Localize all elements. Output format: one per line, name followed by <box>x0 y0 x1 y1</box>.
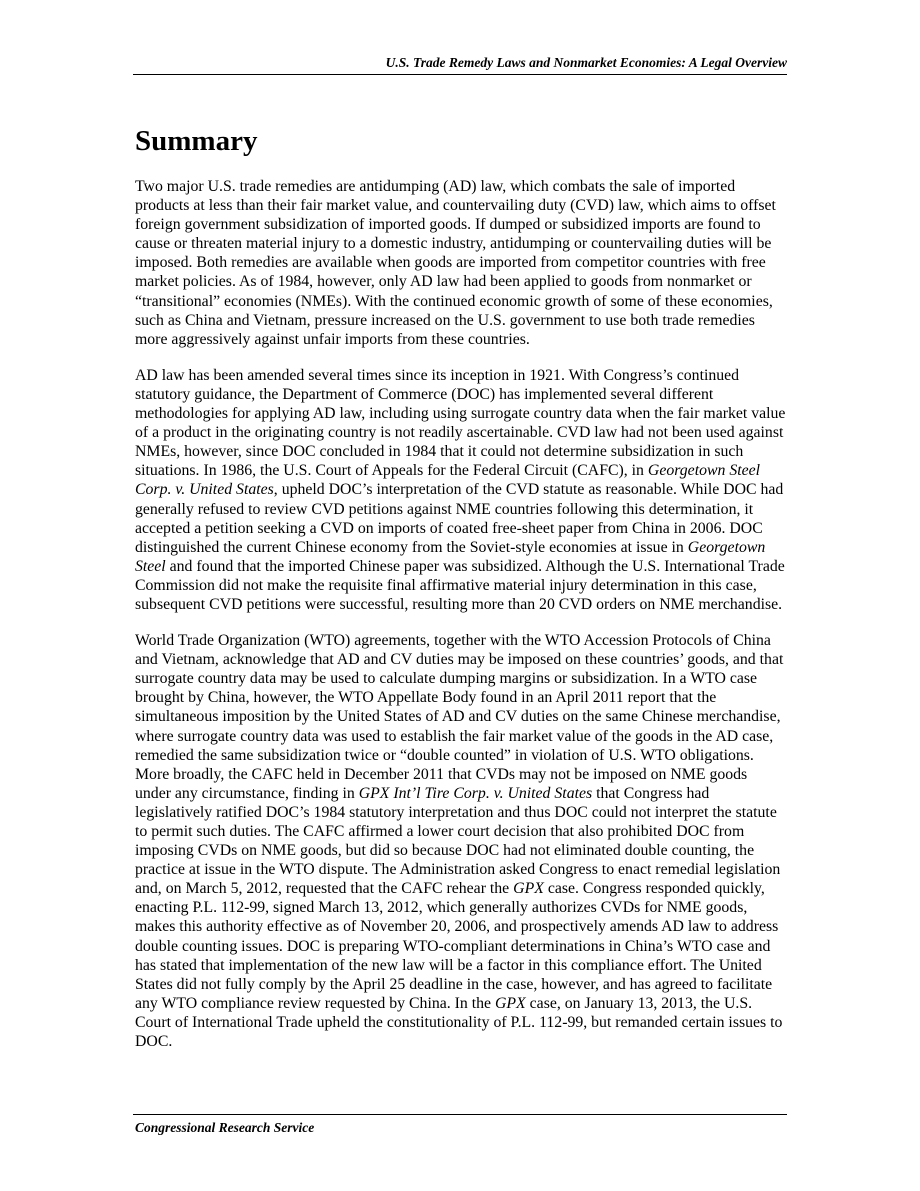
paragraph-text: case. Congress responded quickly, enacting P.L. 112-99, signed March 13, 2012, which generally authorizes CVDs for NME goods, makes this authority effective as of November 20, 2006, and prospectively amends AD law to address double counting issues. DOC is preparing WTO-compliant determinations in China’s WTO case and has stated that implementation of the new law will be a factor in this compliance effort. The United States did not fully comply by the April 25 deadline in the case, however, and has agreed to facilitate any WTO compliance review requested by China. In the <box>135 880 779 1012</box>
running-header: U.S. Trade Remedy Laws and Nonmarket Economies: A Legal Overview <box>385 55 787 70</box>
paragraph-text: that Congress had legislatively ratified DOC’s 1984 statutory interpretation and thus DOC could not interpret the statute to permit such duties. The CAFC affirmed a lower court decision that also prohibited DOC from imposing CVDs on NME goods, but did so because DOC had not eliminated double counting, the practice at issue in the WTO dispute. The Administration asked Congress to enact remedial legislation and, on March 5, 2012, requested that the CAFC rehear the <box>135 784 781 898</box>
paragraph-text: World Trade Organization (WTO) agreements, together with the WTO Accession Protocols of China and Vietnam, acknowledge that AD and CV duties may be imposed on these countries’ goods, and that surrogate country data may be used to calculate dumping margins or subsidization. In a WTO case brought by China, however, the WTO Appellate Body found in an April 2011 report that the simultaneous imposition by the United States of AD and CV duties on the same Chinese merchandise, where surrogate country data was used to establish the fair market value of the goods in the AD case, remedied the same subsidization twice or “double counted” in violation of U.S. WTO obligations. More broadly, the CAFC held in December 2011 that CVDs may not be imposed on NME goods under any circumstance, finding in <box>135 632 784 802</box>
paragraph-text: Two major U.S. trade remedies are antidumping (AD) law, which combats the sale of imported products at less than their fair market value, and countervailing duty (CVD) law, which aims to offset foreign government subsidization of imported goods. If dumped or subsidized imports are found to cause or threaten material injury to a domestic industry, antidumping or countervailing duties will be imposed. Both remedies are available when goods are imported from competitor countries with free market policies. As of 1984, however, only AD law had been applied to goods from nonmarket or “transitional” economies (NMEs). With the continued economic growth of some of these economies, such as China and Vietnam, pressure increased on the U.S. government to use both trade remedies more aggressively against unfair imports from these countries. <box>135 178 776 348</box>
paragraph-text: , upheld DOC’s interpretation of the CVD statute as reasonable. While DOC had generally refused to review CVD petitions against NME countries following this determination, it accepted a petition seeking a CVD on imports of coated free-sheet paper from China in 2006. DOC distinguished the current Chinese economy from the Soviet-style economies at issue in <box>135 481 784 556</box>
running-footer: Congressional Research Service <box>135 1120 315 1135</box>
page-title: Summary <box>135 125 258 157</box>
summary-paragraph-1 <box>135 177 787 349</box>
case-citation: GPX <box>495 994 526 1012</box>
case-citation: GPX Int’l Tire Corp. v. United States <box>358 784 593 802</box>
summary-paragraph-2 <box>135 366 787 614</box>
case-citation: Georgetown Steel <box>135 538 766 575</box>
header-rule <box>133 74 787 75</box>
paragraph-text: and found that the imported Chinese paper was subsidized. Although the U.S. International Trade Commission did not make the requisite final affirmative material injury determination in this case, subsequent CVD petitions were successful, resulting more than 20 CVD orders on NME merchandise. <box>135 557 785 613</box>
case-citation: Georgetown Steel Corp. v. United States <box>135 462 761 499</box>
case-citation: GPX <box>513 880 544 898</box>
summary-paragraph-3 <box>135 631 787 1051</box>
footer-rule <box>133 1114 787 1115</box>
paragraph-text: case, on January 13, 2013, the U.S. Court of International Trade upheld the constitutionality of P.L. 112-99, but remanded certain issues to DOC. <box>135 994 783 1051</box>
summary-body <box>135 177 787 1068</box>
paragraph-text: AD law has been amended several times since its inception in 1921. With Congress’s continued statutory guidance, the Department of Commerce (DOC) has implemented several different methodologies for applying AD law, including using surrogate country data when the fair market value of a product in the originating country is not readily ascertainable. CVD law had not been used against NMEs, however, since DOC concluded in 1984 that it could not determine subsidization in such situations. In 1986, the U.S. Court of Appeals for the Federal Circuit (CAFC), in <box>135 366 786 480</box>
